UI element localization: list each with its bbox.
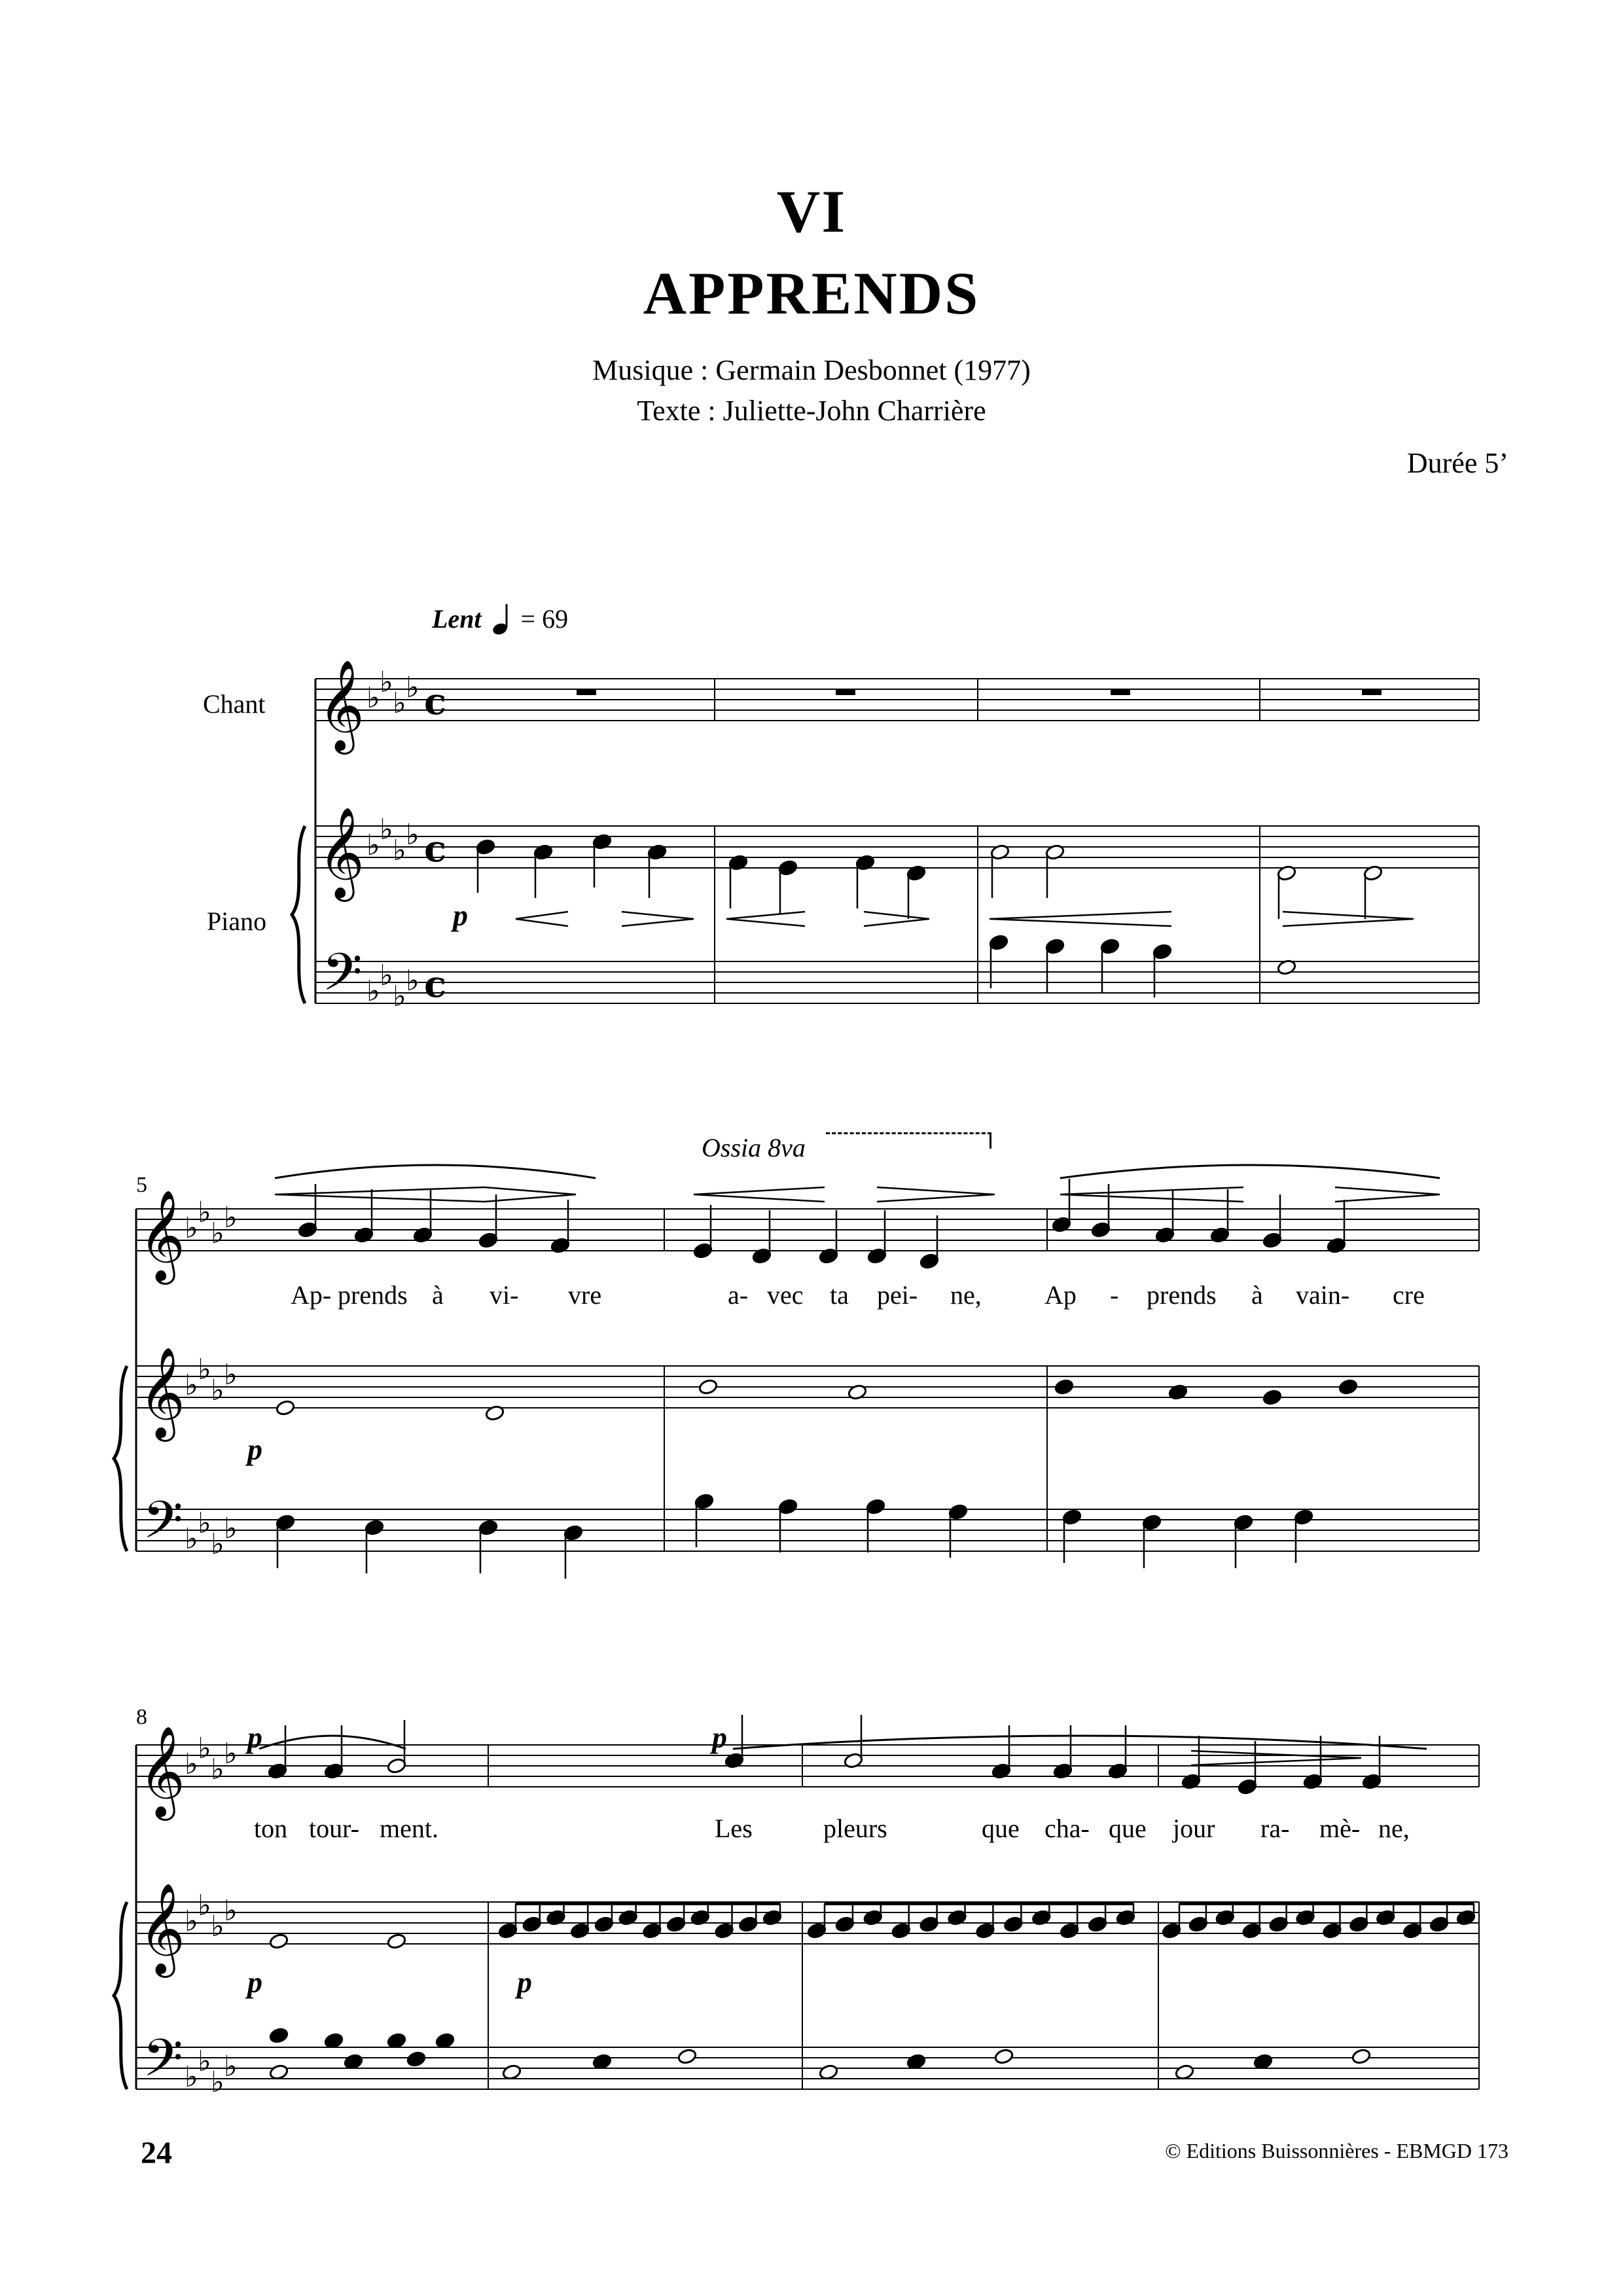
notehead [855,854,876,871]
flat-sign: ♭ [224,1512,238,1545]
measure-number-8: 8 [136,1705,147,1729]
notehead [866,1498,886,1515]
notehead [1327,1237,1347,1254]
measure-number-5: 5 [136,1173,147,1197]
decrescendo [622,912,694,926]
notehead [975,1922,995,1939]
notehead [1456,1909,1476,1926]
notehead [498,1922,518,1939]
text-credit: Texte : Juliette-John Charrière [637,395,986,427]
piece-number: VI [776,178,847,245]
flat-sign: ♭ [406,964,419,997]
copyright: © Editions Buissonnières - EBMGD 173 [1165,2139,1508,2162]
flat-sign: ♭ [393,687,406,720]
decrescendo [1191,1751,1361,1765]
lyric: que [1109,1814,1147,1843]
notehead [1363,865,1383,882]
decrescendo [1283,912,1414,926]
notehead [1142,1514,1162,1531]
notehead [728,854,749,871]
notehead [738,1916,758,1933]
notehead [269,2027,289,2044]
notehead [847,1384,868,1401]
flat-sign: ♭ [211,1753,224,1786]
notehead [1045,938,1065,955]
flat-sign: ♭ [211,1374,224,1407]
notehead [1054,1378,1075,1395]
notehead [762,1909,783,1926]
notehead [690,1909,711,1926]
notehead [476,838,496,855]
notehead [1238,1778,1258,1795]
notehead [714,1922,734,1939]
lyric: ment. [380,1814,438,1843]
lyric: pei- [877,1280,918,1310]
slur [1060,1165,1440,1178]
lyric: ton [254,1814,288,1843]
common-time: c [424,963,447,1006]
notehead [724,1752,745,1769]
notehead [867,1247,887,1265]
lyric: à [1251,1280,1263,1310]
notehead [1181,1773,1202,1790]
flat-sign: ♭ [185,1369,198,1402]
bass-clef: 𝄢 [143,1490,183,1563]
notehead [1241,1922,1262,1939]
notehead [1322,1922,1342,1939]
notehead [478,1232,499,1249]
flat-sign: ♭ [393,834,406,867]
flat-sign: ♭ [211,1528,224,1561]
flat-sign: ♭ [211,1910,224,1943]
notehead [533,844,554,861]
flat-sign: ♭ [406,818,419,852]
notehead [1362,1773,1382,1790]
notehead [1303,1773,1323,1790]
notehead [276,1399,296,1416]
dynamic-p: p [247,1721,262,1754]
lyric: que [982,1814,1020,1843]
notehead [1088,1916,1108,1933]
notehead [1003,1916,1024,1933]
notehead [698,1378,719,1395]
notehead [1162,1922,1182,1939]
notehead [1338,1378,1359,1395]
lyric: vec [767,1280,804,1310]
notehead [365,1519,385,1536]
notehead [268,1763,288,1780]
flat-sign: ♭ [185,2060,198,2094]
dynamic-p: p [517,1965,532,1999]
notehead [1234,1514,1254,1531]
lyric: - [1110,1280,1119,1310]
crescendo [990,912,1171,926]
notehead [354,1227,374,1244]
bass-clef: 𝄢 [143,2028,183,2101]
lyric: a- [728,1280,749,1310]
lyric: prends [338,1280,408,1310]
notehead [1045,844,1065,861]
notehead [666,1916,687,1933]
lyric: vain- [1296,1280,1350,1310]
notehead [406,2051,427,2068]
dynamic-p: p [712,1721,727,1754]
notehead [570,1922,590,1939]
notehead [1155,1227,1175,1244]
whole-rest [577,689,596,695]
treble-clef: 𝄞 [318,660,365,751]
lyric: cha- [1044,1814,1090,1843]
piano-label: Piano [207,906,267,936]
notehead [642,1922,662,1939]
notehead [546,1909,566,1926]
treble-clef: 𝄞 [318,807,365,898]
lyric: vre [568,1280,602,1310]
treble-clef: 𝄞 [139,1726,185,1817]
notehead [863,1909,883,1926]
flat-sign: ♭ [224,1737,238,1770]
treble-clef: 𝄞 [139,1883,185,1974]
lyric: cre [1393,1280,1425,1310]
notes [259,689,1476,2081]
notehead [550,1237,571,1254]
notehead [891,1922,911,1939]
notehead [693,1242,713,1259]
notehead [1268,1916,1289,1933]
dynamic-p: p [453,899,468,932]
duration: Durée 5’ [1406,447,1508,479]
notehead [989,934,1009,951]
notehead [1349,1916,1369,1933]
flat-sign: ♭ [380,813,393,846]
notehead [1091,1221,1111,1238]
notehead [478,1519,499,1536]
notehead [948,1503,969,1520]
crescendo [694,1187,825,1202]
flat-sign: ♭ [224,1358,238,1391]
flat-sign: ♭ [224,1894,238,1928]
flat-sign: ♭ [198,1732,211,1765]
crescendo [516,912,568,926]
flat-sign: ♭ [224,2050,238,2083]
ossia-marking: Ossia 8va [702,1133,806,1162]
notehead [1376,1909,1396,1926]
notehead [844,1752,864,1769]
lyric: prends [1147,1280,1217,1310]
notehead [592,833,613,850]
crescendo [1060,1187,1243,1202]
notehead [835,1916,855,1933]
lyric: tour- [309,1814,359,1843]
piano-brace [292,826,305,1003]
flat-sign: ♭ [406,671,419,704]
lyric: jour [1173,1814,1215,1843]
flat-sign: ♭ [198,2045,211,2078]
notehead [994,2048,1014,2065]
flat-sign: ♭ [185,1522,198,1556]
piece-title: APPRENDS [643,260,980,327]
piano-brace [114,1902,127,2089]
lyric: ne, [950,1280,982,1310]
lyric: pleurs [823,1814,887,1843]
common-time: c [424,680,447,723]
notehead [647,844,668,861]
decrescendo [1335,1187,1440,1202]
notehead [807,1922,827,1939]
notehead [1108,1763,1128,1780]
notehead [387,1933,407,1950]
notehead [819,1247,839,1265]
slur [275,1165,596,1178]
flat-sign: ♭ [224,1201,238,1234]
flat-sign: ♭ [211,2066,224,2099]
tempo-value: = 69 [520,604,569,634]
ossia-bracket [826,1132,991,1149]
notehead [324,1763,344,1780]
lyric: Ap [1044,1280,1077,1310]
flat-sign: ♭ [366,681,380,715]
flat-sign: ♭ [211,1217,224,1250]
flat-sign: ♭ [380,959,393,992]
notehead [298,1221,318,1238]
notehead [1295,1909,1315,1926]
notehead [594,1916,615,1933]
decrescendo [877,1187,995,1202]
notehead [1168,1384,1188,1401]
flat-sign: ♭ [380,666,393,699]
lyric: ta [830,1280,849,1310]
notehead [387,1757,407,1774]
flat-sign: ♭ [185,1748,198,1781]
page-number: 24 [141,2136,172,2170]
notehead [1294,1509,1314,1526]
flat-sign: ♭ [198,1889,211,1922]
flat-sign: ♭ [366,829,380,862]
notehead [269,1933,289,1950]
notehead [1188,1916,1209,1933]
lyric: mè- [1319,1814,1361,1843]
notehead [990,844,1010,861]
lyric: à [432,1280,444,1310]
notehead [1210,1227,1230,1244]
treble-clef: 𝄞 [139,1190,185,1281]
flat-sign: ♭ [198,1507,211,1540]
notehead [1060,1922,1080,1939]
treble-clef: 𝄞 [139,1347,185,1438]
lyric: Ap- [291,1280,332,1310]
notehead [522,1916,542,1933]
lyric: vi- [490,1280,519,1310]
flat-sign: ♭ [366,975,380,1008]
notehead [1062,1509,1082,1526]
decrescendo [864,912,929,926]
notehead [618,1909,638,1926]
notehead [276,1514,296,1531]
flat-sign: ♭ [198,1353,211,1386]
common-time: c [424,827,447,870]
dynamic-p: p [247,1965,262,1999]
whole-rest [1362,689,1382,695]
notehead [1052,1216,1072,1233]
notehead [1351,2048,1372,2065]
voice-label: Chant [203,689,266,719]
notehead [1152,943,1173,960]
flat-sign: ♭ [185,1211,198,1245]
notehead [485,1405,505,1422]
notehead [1116,1909,1136,1926]
lyric: Les [715,1814,753,1843]
notehead [1402,1922,1423,1939]
crescendo [275,1187,484,1202]
dynamic-p: p [247,1433,262,1466]
slur [733,1736,1427,1749]
lyric: ne, [1378,1814,1410,1843]
flat-sign: ♭ [198,1196,211,1229]
notehead [694,1493,715,1510]
tempo-word: Lent [432,604,482,634]
notehead [919,1916,939,1933]
notehead [947,1909,967,1926]
decrescendo [484,1187,576,1202]
notehead [1262,1389,1283,1406]
notehead [563,1524,584,1541]
piano-brace [114,1366,127,1551]
bass-clef: 𝄢 [322,942,363,1015]
music-credit: Musique : Germain Desbonnet (1977) [592,354,1031,386]
whole-rest [1111,689,1130,695]
flat-sign: ♭ [185,1905,198,1938]
notehead [1031,1909,1052,1926]
notehead [919,1253,940,1270]
notehead [906,865,927,882]
slur [259,1736,406,1749]
notehead [677,2048,698,2065]
notehead [778,859,798,876]
whole-rest [836,689,855,695]
lyric: ra- [1260,1814,1290,1843]
notehead [778,1498,798,1515]
flat-sign: ♭ [393,980,406,1013]
notehead [1215,1909,1236,1926]
notehead [1277,865,1297,882]
crescendo [726,912,805,926]
notehead [1262,1232,1283,1249]
notehead [1053,1763,1073,1780]
clefs [139,660,446,2101]
notehead [1100,938,1120,955]
notehead [1429,1916,1450,1933]
notehead [991,1763,1012,1780]
notehead [413,1227,433,1244]
notehead [752,1247,772,1265]
